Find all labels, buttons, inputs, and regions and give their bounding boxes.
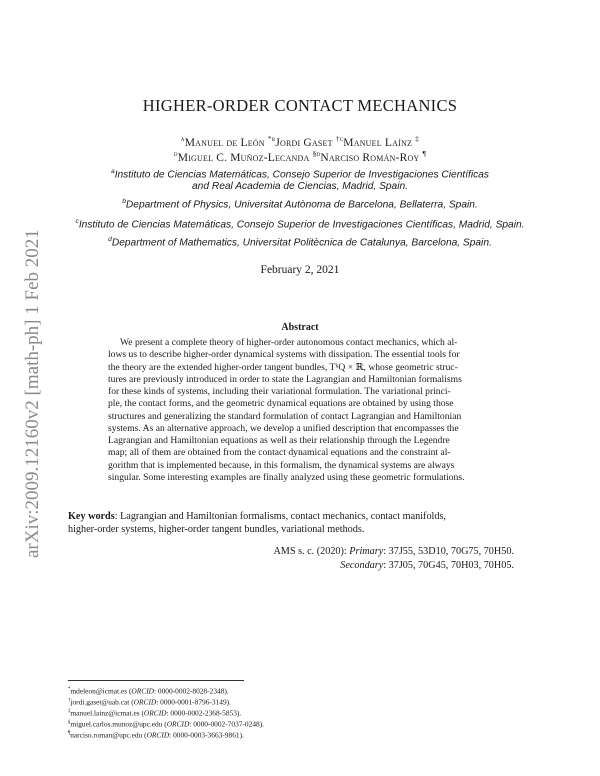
affiliation-c — [0, 218, 600, 230]
footnote-email: narciso.roman@upc.edu — [70, 730, 143, 740]
author-name: Miguel C. Muñoz-Lecanda — [177, 151, 310, 164]
abstract-line: singular. Some interesting examples are finally analyzed using these geometric formulations. — [108, 471, 465, 483]
ams-secondary-label: Secondary — [340, 560, 384, 571]
affiliation-sup: c — [75, 218, 79, 225]
ams-primary-label: Primary — [349, 546, 384, 557]
abstract-line: tures are previously introduced in order to state the Lagrangian and Hamiltonian formalisms — [108, 373, 462, 385]
author-sup: §d — [312, 149, 321, 158]
abstract-line: the theory are the extended higher-order tangent bundles, TᵏQ × ℝ, whose geometric struc- — [108, 361, 458, 373]
abstract-line: map; all of them are obtained from the contact dynamical equations and the constraint al- — [108, 447, 451, 459]
footnote-email: jordi.gaset@uab.cat — [70, 697, 130, 707]
author-line-1 — [0, 134, 600, 149]
abstract-line: for these kinds of systems, including their variational formulation. The variational princi- — [108, 386, 451, 397]
footnote-mark: § — [68, 720, 71, 725]
keywords-label: Key words — [68, 511, 115, 522]
orcid-id: : 0000-0002-7037-0248). — [189, 719, 265, 729]
ams-secondary-codes: : 37J05, 70G45, 70H03, 70H05. — [383, 560, 514, 571]
affiliation-d — [0, 236, 600, 248]
ams-primary — [273, 546, 514, 557]
abstract-line: structures and generalizing the standard formulation of contact Lagrangian and Hamiltonian — [108, 410, 462, 422]
orcid-label: ORCID — [131, 686, 154, 696]
arxiv-stamp-text: arXiv:2009.12160v2 [math-ph] 1 Feb 2021 — [22, 229, 43, 558]
author-name: Jordi Gaset — [275, 136, 333, 149]
abstract-heading: Abstract — [281, 322, 319, 333]
abstract-line: We present a complete theory of higher-order autonomous contact mechanics, which al- — [120, 337, 458, 348]
abstract-line: gorithm that is implemented because, in this formalism, the dynamical systems are always — [108, 459, 455, 471]
ams-prefix: AMS s. c. (2020): — [273, 546, 347, 557]
footnote: *mdeleon@icmat.es (ORCID: 0000-0002-8028-2348). — [68, 686, 229, 696]
orcid-id: : 0000-0003-3663-9861). — [169, 730, 244, 740]
abstract-body — [108, 337, 510, 484]
footnote-rule — [68, 680, 244, 681]
orcid-id: : 0000-0002-2368-5853). — [166, 708, 242, 718]
ams-secondary — [340, 560, 514, 571]
affiliation-text: Instituto de Ciencias Matemáticas, Consejo Superior de Investigaciones Científicas, Madrid, Spain. — [78, 219, 525, 231]
footnote-mark: * — [68, 687, 71, 692]
paper-title: HIGHER-ORDER CONTACT MECHANICS — [142, 96, 458, 115]
affiliation-a — [0, 168, 600, 180]
footnote: †jordi.gaset@uab.cat (ORCID: 0000-0001-8796-3149). — [68, 697, 231, 707]
affiliation-sup: b — [122, 198, 126, 205]
orcid-id: : 0000-0001-8796-3149). — [156, 697, 231, 707]
author-sup: *b — [267, 134, 276, 143]
keywords — [68, 510, 546, 536]
author-sup: d — [173, 149, 178, 158]
footnote-email: manuel.lainz@icmat.es — [70, 708, 140, 718]
affiliation-b — [0, 198, 600, 210]
footnote-mark: ¶ — [68, 731, 71, 736]
author-sup: †c — [335, 134, 344, 143]
footnote-mark: † — [68, 698, 71, 703]
author-line-2 — [0, 149, 600, 164]
author-sup: ‡ — [415, 134, 420, 143]
orcid-id: : 0000-0002-8028-2348). — [154, 686, 229, 696]
footnote: ‡manuel.lainz@icmat.es (ORCID: 0000-0002-2368-5853). — [68, 708, 242, 718]
abstract-line: systems. As an alternative approach, we develop a unified description that encompasses the — [108, 422, 459, 434]
orcid-label: ORCID — [133, 697, 157, 707]
footnote-email: mdeleon@icmat.es — [70, 686, 128, 696]
footnote-mark: ‡ — [68, 709, 71, 714]
paper-date: February 2, 2021 — [260, 264, 340, 276]
author-name: Narciso Román-Roy — [320, 151, 420, 164]
footnote-email: miguel.carlos.munoz@upc.edu — [70, 719, 163, 729]
affiliation-sup: a — [111, 168, 115, 175]
affiliation-sup: d — [108, 236, 112, 243]
abstract-line: Lagrangian and Hamiltonian equations as well as their relationship through the Legendre — [108, 435, 450, 446]
ams-primary-codes: : 37J55, 53D10, 70G75, 70H50. — [383, 546, 514, 557]
author-name: Manuel de León — [184, 136, 265, 149]
affiliation-text: Instituto de Ciencias Matemáticas, Consejo Superior de Investigaciones Científicas — [114, 169, 489, 181]
author-name: Manuel Laínz — [343, 136, 413, 149]
affiliation-a-cont: and Real Academia de Ciencias, Madrid, Spain. — [192, 181, 408, 192]
footnote: ¶narciso.roman@upc.edu (ORCID: 0000-0003-3663-9861). — [68, 730, 244, 740]
abstract-line: lows us to describe higher-order dynamical systems with dissipation. The essential tools for — [108, 349, 460, 361]
author-sup: ¶ — [422, 149, 427, 158]
footnote: §miguel.carlos.munoz@upc.edu (ORCID: 0000-0002-7037-0248). — [68, 719, 265, 729]
keywords-text-2: higher-order systems, higher-order tangent bundles, variational methods. — [68, 524, 365, 536]
affiliation-text: Department of Physics, Universitat Autònoma de Barcelona, Bellaterra, Spain. — [125, 199, 478, 211]
orcid-label: ORCID — [166, 719, 190, 729]
keywords-text: : Lagrangian and Hamiltonian formalisms, contact mechanics, contact manifolds, — [114, 511, 446, 522]
abstract-line: ple, the contact forms, and the geometric dynamical equations are obtained by using those — [108, 398, 454, 410]
orcid-label: ORCID — [143, 708, 167, 718]
affiliation-text: Department of Mathematics, Universitat Politècnica de Catalunya, Barcelona, Spain. — [111, 237, 492, 249]
orcid-label: ORCID — [146, 730, 170, 740]
author-sup: a — [180, 134, 185, 143]
